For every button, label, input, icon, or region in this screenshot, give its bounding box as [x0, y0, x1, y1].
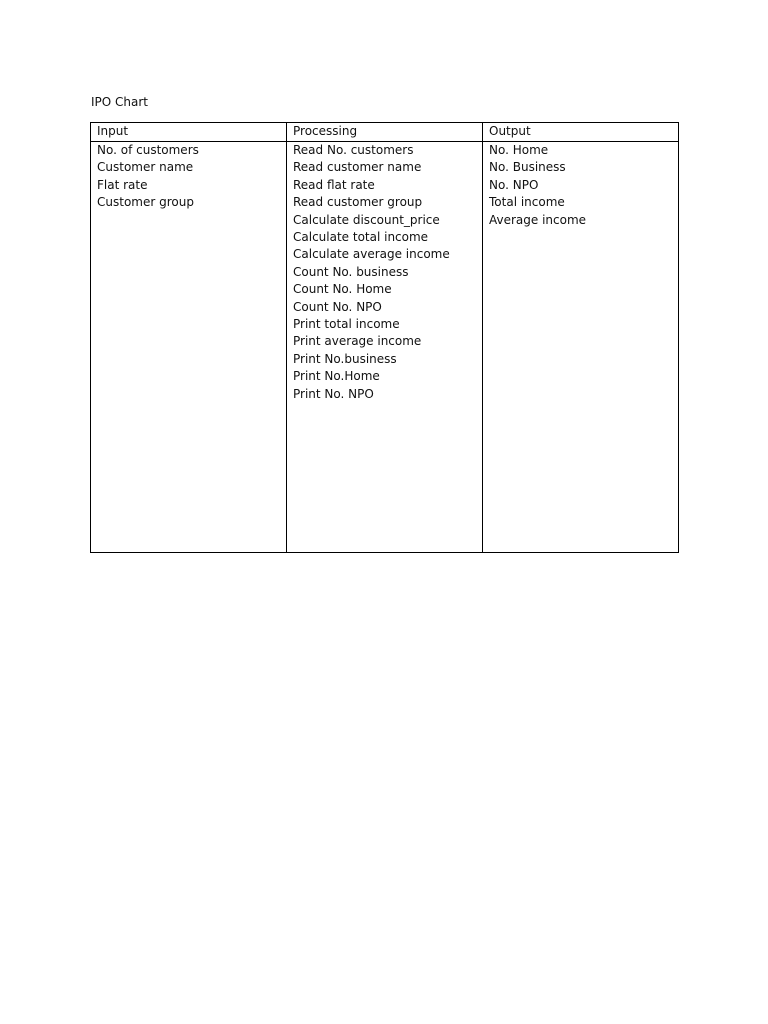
list-item: Average income [489, 212, 587, 227]
processing-cell [287, 142, 483, 553]
list-item: Customer group [97, 195, 194, 210]
list-item: No. Home [489, 143, 549, 157]
list-item: Read flat rate [293, 177, 375, 192]
list-item: Calculate discount_price [293, 212, 440, 227]
list-item: Flat rate [97, 177, 148, 192]
list-item: Count No. business [293, 264, 409, 279]
list-item: Read No. customers [293, 143, 414, 157]
header-processing: Processing [287, 123, 483, 142]
list-item: No. Business [489, 160, 566, 175]
header-output: Output [483, 123, 679, 142]
list-item: No. of customers [97, 143, 199, 157]
output-cell [483, 142, 679, 553]
ipo-table [90, 122, 679, 553]
list-item: Print No.Home [293, 369, 380, 384]
list-item: Customer name [97, 160, 194, 175]
input-list [97, 142, 286, 212]
list-item: No. NPO [489, 177, 539, 192]
list-item: Print average income [293, 334, 422, 349]
list-item: Read customer group [293, 195, 423, 210]
list-item: Count No. NPO [293, 299, 382, 314]
table-row [91, 142, 679, 553]
list-item: Read customer name [293, 160, 422, 175]
table-header-row [91, 123, 679, 142]
page-title: IPO Chart [91, 95, 149, 109]
list-item: Total income [489, 195, 565, 210]
list-item: Count No. Home [293, 282, 392, 297]
list-item: Print No.business [293, 351, 397, 366]
list-item: Calculate average income [293, 247, 450, 262]
list-item: Print No. NPO [293, 386, 374, 401]
list-item: Print total income [293, 317, 400, 332]
output-list [489, 142, 678, 229]
list-item: Calculate total income [293, 230, 429, 245]
input-cell [91, 142, 287, 553]
header-input: Input [91, 123, 287, 142]
processing-list [293, 142, 482, 403]
